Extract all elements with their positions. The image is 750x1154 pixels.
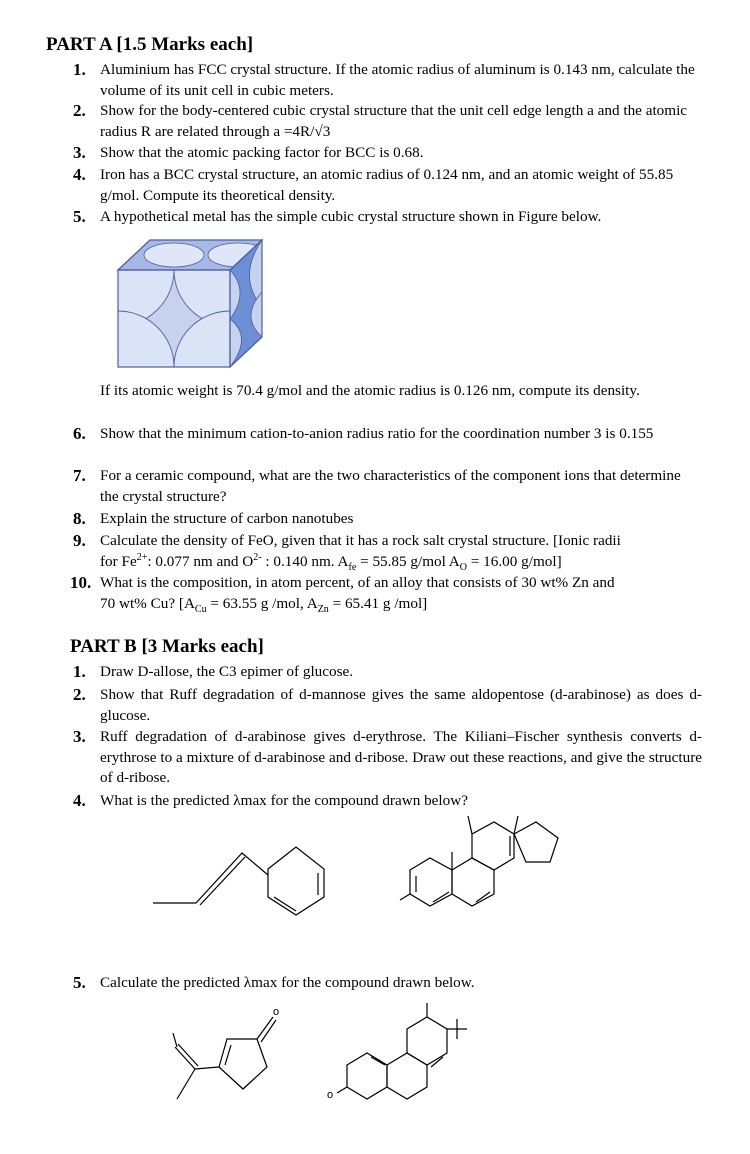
svg-text:o: o xyxy=(327,1089,334,1101)
question-text: A hypothetical metal has the simple cubic crystal structure shown in Figure below. xyxy=(100,208,602,225)
question-text: Show that the atomic packing factor for BCC is 0.68. xyxy=(100,144,424,161)
question-text: Show that Ruff degradation of d-mannose gives the same aldopentose (d-arabinose) as does d-glucose. xyxy=(100,686,702,724)
question-text: Draw D-allose, the C3 epimer of glucose. xyxy=(100,663,354,680)
question-number: 4. xyxy=(73,791,86,810)
question-text: What is the predicted λmax for the compound drawn below? xyxy=(100,792,468,809)
question-text: Iron has a BCC crystal structure, an atomic radius of 0.124 nm, and an atomic weight of 55.85 g/mol. Compute its theoretical density. xyxy=(100,166,674,204)
enone-structure-1 xyxy=(155,1003,295,1108)
steroid-structure-1 xyxy=(400,808,580,918)
question-text: Explain the structure of carbon nanotubes xyxy=(100,510,354,527)
part-b-heading: PART B [3 Marks each] xyxy=(70,636,264,657)
question-number: 3. xyxy=(73,143,86,162)
question-number: 4. xyxy=(73,165,86,184)
question-number: 3. xyxy=(73,727,86,746)
question-text: If its atomic weight is 70.4 g/mol and the atomic radius is 0.126 nm, compute its density. xyxy=(100,382,640,399)
diene-structure-1 xyxy=(150,815,360,915)
svg-text:o: o xyxy=(273,1006,280,1018)
question-text: Aluminium has FCC crystal structure. If the atomic radius of aluminum is 0.143 nm, calculate the volume of its unit cell in cubic meters. xyxy=(100,61,695,99)
question-text: Show that the minimum cation-to-anion radius ratio for the coordination number 3 is 0.155 xyxy=(100,425,654,442)
question-number: 2. xyxy=(73,685,86,704)
question-number: 7. xyxy=(73,466,86,485)
question-text: What is the composition, in atom percent, of an alloy that consists of 30 wt% Zn and 70 wt% Cu? [$A_{Cu} = 63.55$ g /mol, $A_{Zn} = 65.41$ g /mol] xyxy=(100,574,615,615)
question-text: Calculate the density of FeO, given that it has a rock salt crystal structure. [Ionic radii for $Fe^{2+}$: 0.077 nm and $O^{2-}$ : 0.140 nm. $A_{fe} = 55.85$ g/mol $A_O = 16.00$ g/mol] xyxy=(100,532,621,573)
part-a-heading: PART A [1.5 Marks each] xyxy=(46,34,254,55)
question-text: Ruff degradation of d-arabinose gives d-erythrose. The Kiliani–Fischer synthesis converts d-erythrose to a mixture of d-arabinose and d-ribose. Draw out these reactions, and give the structure of d-ribose. xyxy=(100,728,702,786)
question-number: 5. xyxy=(73,207,86,226)
question-number: 1. xyxy=(73,662,86,681)
question-text: Show for the body-centered cubic crystal structure that the unit cell edge length a and the atomic radius R are related through a =4R/√3 xyxy=(100,102,688,140)
question-number: 8. xyxy=(73,509,86,528)
question-number: 5. xyxy=(73,973,86,992)
question-number: 9. xyxy=(73,531,86,550)
question-number: 10. xyxy=(70,573,92,592)
question-text: Calculate the predicted λmax for the compound drawn below. xyxy=(100,974,475,991)
steroid-structure-2 xyxy=(325,995,475,1100)
question-text: For a ceramic compound, what are the two characteristics of the component ions that determine the crystal structure? xyxy=(100,467,681,505)
question-number: 1. xyxy=(73,60,86,79)
question-number: 2. xyxy=(73,101,86,120)
question-number: 6. xyxy=(73,424,86,443)
simple-cubic-figure xyxy=(115,237,265,372)
